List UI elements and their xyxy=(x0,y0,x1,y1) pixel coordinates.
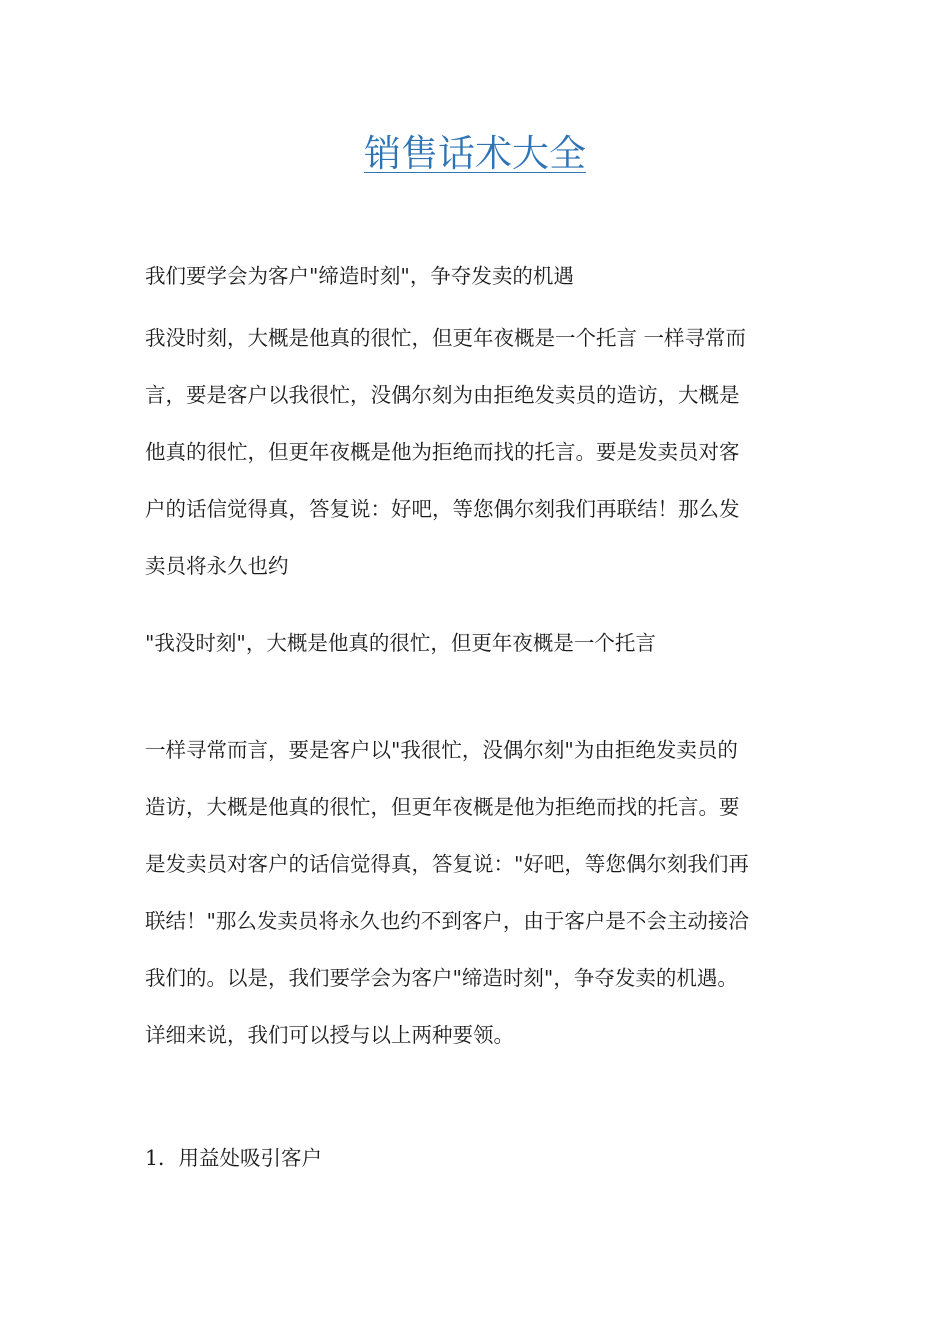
text-line: 我们要学会为客户"缔造时刻"，争夺发卖的机遇 xyxy=(145,264,574,288)
text-line: 一样寻常而言，要是客户以"我很忙，没偶尔刻"为由拒绝发卖员的 xyxy=(145,738,738,762)
text-line: 卖员将永久也约 xyxy=(145,554,289,578)
text-line: 我没时刻，大概是他真的很忙，但更年夜概是一个托言 一样寻常而 xyxy=(145,326,747,350)
paragraph-3 xyxy=(145,615,810,672)
text-line: 户的话信觉得真，答复说：好吧，等您偶尔刻我们再联结！那么发 xyxy=(145,497,740,521)
text-line: 是发卖员对客户的话信觉得真，答复说："好吧，等您偶尔刻我们再 xyxy=(145,852,749,876)
section-heading-1 xyxy=(145,1130,810,1187)
text-line: 造访，大概是他真的很忙，但更年夜概是他为拒绝而找的托言。要 xyxy=(145,795,740,819)
text-line: 他真的很忙，但更年夜概是他为拒绝而找的托言。要是发卖员对客 xyxy=(145,440,740,464)
paragraph-1 xyxy=(145,248,810,305)
text-line: 详细来说，我们可以授与以上两种要领。 xyxy=(145,1023,514,1047)
text-line: 我们的。以是，我们要学会为客户"缔造时刻"，争夺发卖的机遇。 xyxy=(145,966,738,990)
text-line: 言，要是客户以我很忙，没偶尔刻为由拒绝发卖员的造访，大概是 xyxy=(145,383,740,407)
paragraph-4 xyxy=(145,722,810,1064)
document-title[interactable]: 销售话术大全 xyxy=(364,132,586,175)
paragraph-2 xyxy=(145,310,810,595)
text-line: "我没时刻"，大概是他真的很忙，但更年夜概是一个托言 xyxy=(145,631,656,655)
text-line: 1．用益处吸引客户 xyxy=(145,1146,323,1170)
text-line: 联结！"那么发卖员将永久也约不到客户，由于客户是不会主动接洽 xyxy=(145,909,749,933)
